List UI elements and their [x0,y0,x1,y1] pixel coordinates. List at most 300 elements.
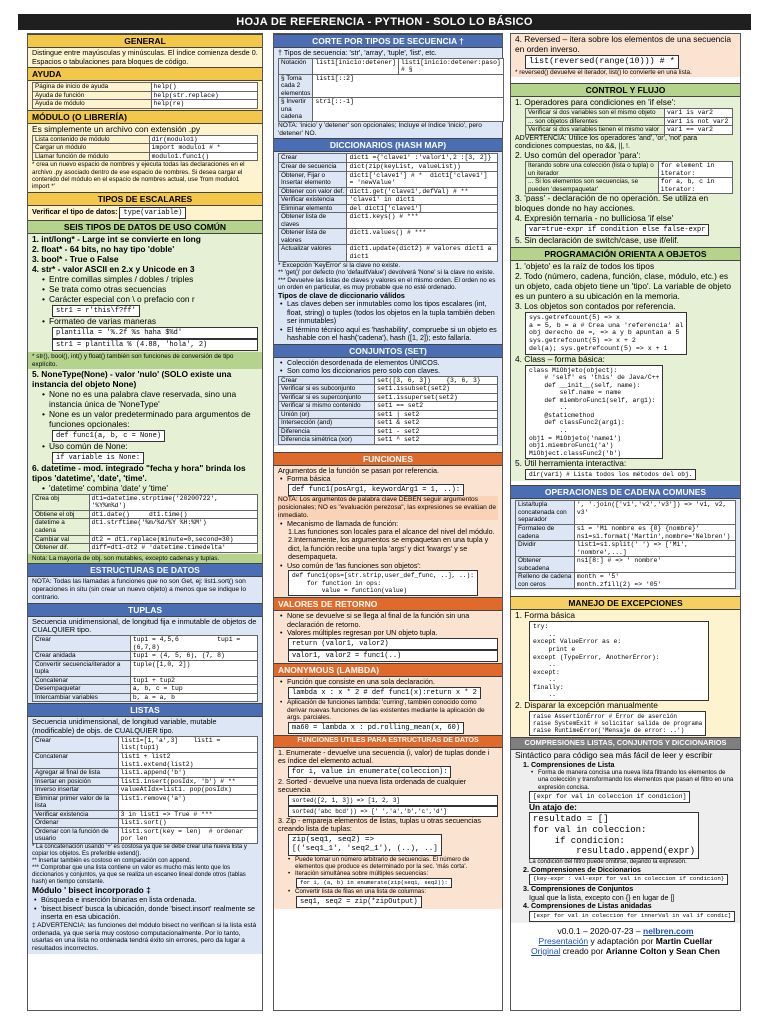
func-mech: 1.Las funciones son locales para el alcance del nivel del módulo. [288,527,495,536]
ayuda-table [32,82,258,109]
author-name: Martin Cuellar [655,935,713,946]
table-label-cell: Obtener con valor def. [279,187,347,196]
table-label-cell: Ayuda de función [33,91,152,100]
table-code-cell: list1[inicio:detener:paso] # § [399,58,504,74]
conj-item: • Colección desordenada de elementos ÚNICOS. [278,359,498,367]
table-label-cell: § Invertir una cadena [279,98,313,122]
format-code: plantilla = '%.2f %s haha $%d' [52,327,258,339]
table-label-cell: Desempaquetar [33,685,131,694]
seis-note: * str(), bool(), int() y float() también son funciones de conversión de tipo explícito. [28,352,262,369]
table-label-cell: ... son objetos diferentes [526,117,665,126]
table-code-cell: set1 == set2 [375,402,498,411]
table-label-cell: Agregar al final de lista [33,769,119,778]
table-row [279,58,504,74]
table-code-cell: ns1[8:] # => ' nombre' [574,557,735,573]
flujo-item: 1. Operadores para condiciones en 'if else': [515,97,676,108]
table-code-cell: set1.issubset(set2) [375,385,498,394]
table-row [526,126,733,135]
table-row [279,74,504,98]
poo-item: 4. Class – forma básica: [515,353,605,364]
poo-item: 1. 'objeto' es la raíz de todos los tipos [515,261,655,272]
table-label-cell: Relleno de cadena con ceros [516,573,575,589]
table-code-cell: var1 == var2 [664,126,732,135]
dic-header: DICCIONARIOS (HASH MAP) [274,138,502,152]
conj-header: CONJUNTOS (SET) [274,344,502,358]
anon-header: ANONYMOUS (LAMBDA) [274,663,502,677]
dir-code: dir(var1) # Lista todos los métodos del obj. [525,469,696,480]
comp-header: COMPRESIONES LISTAS, CONJUNTOS Y DICCIONARIOS [511,737,740,750]
table-code-cell: dt2 = dt1.replace(minute=0,second=30) [89,535,257,544]
table-code-cell: del dict1['clave1'] [347,204,498,213]
table-row [526,178,733,194]
ret-item: • None se devuelve si se llega al final de la función sin una declaración de retorno. [278,612,498,629]
table-label-cell: Llamar función de módulo [33,152,150,161]
ayuda-header: AYUDA [28,67,262,81]
table-label-cell: Lista/tupla concatenada con separador [516,501,575,525]
table-code-cell: a, b, c = tup [130,685,257,694]
table-row [279,402,498,411]
comp-item: 2. Comprensiones de Diccionarios [523,864,641,874]
table-row [33,660,258,676]
table-label-cell: Cambiar val [33,535,90,544]
table-row [33,510,258,519]
table-label-cell: Crear anidada [33,652,131,661]
table-label-cell: Obtener dif. [33,544,90,553]
listas-header: LISTAS [28,703,262,717]
listas-note: *** Comprobar que una lista contiene un valor es mucho más lento que los diccionarios y conjuntos, ya que se realiza un escaneo lineal donde otros (tablas hash) en tiempo constante. [32,865,246,886]
table-label-cell: Obtener subcadena [516,557,575,573]
seis-section [28,234,262,352]
table-code-cell: list1.sort() [118,819,257,828]
poo-item: 3. Los objetos son contados por referencia. [515,300,676,311]
modulo-note: * crea un nuevo espacio de nombres y ejecuta todas las declaraciones en el archivo .py asociado dentro de ese espacio de nombres. Si desea cargar el contenido del módulo en el espacio de nombres actual, use 'from modulo1 import *' [32,161,245,191]
table-row [526,162,733,178]
table-label-cell: Convertir secuencia/iterador a tupla [33,660,131,676]
lambda-code: ma60 = lambda x : pd.rolling_mean(x, 60) [288,722,464,734]
table-label-cell: Concatenar [33,752,119,768]
util-code: for i, value in enumerate(coleccion): [288,766,451,778]
comp-code: {key-expr : val-expr for val in coleccion if condicion} [529,874,728,885]
table-row [516,557,736,573]
table-code-cell: list1.sort(key = len) # ordenar por len [118,827,257,843]
seis-sub: • Se trata como otras secuencias [40,285,258,295]
bisect-item: • Búsqueda e inserción binarias en lista ordenada. [32,896,258,904]
table-code-cell: 3 in list1 => True # *** [118,810,257,819]
table-code-cell: set1 & set2 [375,419,498,428]
table-label-cell: Crear de secuencia [279,162,347,171]
table-code-cell: for a, b, c in iterator: [658,178,732,194]
seis-sub: • 'datetime' combina 'date' y 'time' [40,484,258,494]
table-row [279,376,498,385]
seis-item: 4. str* - valor ASCII en 2.x y Unicode en 3 [32,263,195,274]
site-link[interactable]: nelbren.com [643,925,694,936]
func-header: FUNCIONES [274,452,502,466]
table-row [33,736,258,752]
table-label-cell: § Toma cada 2 elementos [279,74,313,98]
table-label-cell: ... Si los elementos son secuencias, se pueden 'desempaquetar' [526,178,659,194]
footer-text: y adaptación por [588,935,656,946]
table-label-cell: Obtener lista de valores [279,229,347,245]
table-code-cell: 'clave1' in dict1 [347,196,498,205]
table-label-cell: Obtener, Fijar o Insertar elemento [279,171,347,187]
comp-item: 1. Comprensiones de Lista [523,759,615,769]
zip-item: • Iteración simultánea sobre múltiples secuencias: [286,870,498,877]
refcount-code: sys.getrefcount(5) => x a = 5, b = a # Crea una 'referencia' al obj derecho de =, => a y b apuntan a 5 sys.getrefcount(5) => x + 2 del(a); sys.getrefcount(5) => x + 1 [525,312,687,355]
tuplas-table [32,635,258,702]
cad-table [515,500,736,589]
table-row [279,436,498,445]
none-code: def func1(a, b, c = None) [52,430,165,442]
table-label-cell: Unión (or) [279,410,375,419]
table-row [33,676,258,685]
table-code-cell: ', '.join(['v1','v2','v3']) => 'v1, v2, v3' [574,501,735,525]
listas-table [32,736,258,844]
table-code-cell: dict1.get('clave1',defVal) # ** [347,187,498,196]
reversed-text: 4. Reversed – itera sobre los elementos de una secuencia en orden inverso. [515,34,732,54]
flujo-item: 5. Sin declaración de switch/case, use if/elif. [515,235,679,246]
table-row [33,100,258,109]
zip-item: • Convertir lista de filas en una lista de columnas: [286,888,498,895]
format-code: str1 = plantilla % (4.88, 'hola', 2) [52,339,258,351]
table-label-cell: Crea obj [33,494,90,510]
column-3 [510,33,741,1011]
general-text: Distingue entre mayúsculas y minúsculas. El índice comienza desde 0. Espacios o tabulaciones para bloques de código. [28,48,262,67]
table-code-cell: s1 = 'Mi nombre es {0} {nombre}' ns1=s1.format('Martin',nombre='Nelbren') [574,525,735,541]
table-row [279,229,498,245]
seis-item: 6. datetime - mod. integrado "fecha y hora" brinda los tipos 'datetime', 'date', 'time'. [32,463,246,484]
lambda-code: lambda x : x * 2 # def func1(x):return x * 2 [288,687,481,699]
table-label-cell: Lista contenido de módulo [33,135,150,144]
table-row [279,204,498,213]
tipos-header: TIPOS DE ESCALARES [28,192,262,206]
ternary-code: var=true-expr if condition else false-expr [525,224,709,236]
table-label-cell: Concatenar [33,676,131,685]
original-authors: Arianne Colton y Sean Chen [605,945,720,956]
table-code-cell: help(re) [151,100,257,109]
listas-note: ** Insertar también es costoso en comparación con append. [32,858,192,865]
table-code-cell: dict1 ={'clave1' :'valor1',2 :[3, 2]} [347,154,498,163]
table-row [279,98,504,122]
corte-header: CORTE POR TIPOS DE SECUENCIA † [274,34,502,48]
seis-item: 2. float* - 64 bits, no hay tipo 'doble' [32,244,175,255]
reversed-code: list(reversed(range(10))) # * [525,55,679,69]
original-link[interactable]: Original [531,945,561,956]
corte-text: † Tipos de secuencia: 'str', 'array', 'tuple', 'list', etc. [278,48,437,58]
table-label-cell: Diferencia [279,427,375,436]
modulo-header: MÓDULO (O LIBRERÍA) [28,110,262,124]
table-label-cell: Verificar existencia [279,196,347,205]
reversed-note: * reversed() devuelve el iterador, list() lo convierte en una lista. [515,68,692,76]
table-row [279,385,498,394]
bisect-item: • 'bisect.bisect' busca la ubicación, donde 'bisect.insort' realmente se inserta en esa ubicación. [32,905,258,922]
table-label-cell: Cargar un módulo [33,144,150,153]
util-code: sorted('abc bcd')) => [' ','a','b','c','d'] [288,806,498,817]
util-item: 2. Sorted - devuelve una nueva lista ordenada de cualquier secuencia [278,776,467,795]
util-code: sorted([2, 1, 3]) => [1, 2, 3] [288,795,498,806]
table-label-cell: Insertar en posición [33,777,119,786]
dic-note: *** Devuelve las listas de claves y valores en el mismo orden. El orden no es un orden en particular, es muy probable que no esté ordenado. [278,276,496,292]
table-code-cell: set1 ^ set2 [375,436,498,445]
general-header: GENERAL [28,34,262,48]
func-item: • Uso común de 'las funciones son objetos': [278,562,498,570]
table-row [33,652,258,661]
table-code-cell: dir(modulo1) [149,135,257,144]
table-row [33,693,258,702]
table-code-cell: dt1.strftime('%m/%d/%Y %H:%M') [89,519,257,535]
dic-keys-header: Tipos de clave de diccionario válidos [278,290,405,300]
table-code-cell: month = '5' month.zfill(2) => '05' [574,573,735,589]
modulo-text: Es simplemente un archivo con extensión .py [32,123,201,134]
anon-item: • Aplicación de funciones lambda: 'curring', también conocido como derivar nuevas funciones de las existentes mediante la aplicación de args. parciales. [278,699,498,722]
for-table [525,161,733,194]
table-label-cell: datetime a cadena [33,519,90,535]
func-item: • Mecanismo de llamada de función: [278,520,498,528]
exc-item: 1. Forma básica [515,610,576,621]
try-code: try: .. except ValueError as e: print e except (TypeError, AnotherError): .. except: .. finally: .. [529,621,709,700]
flujo-item: 2. Uso común del operador 'para': [515,150,641,161]
comp-sub: • Forma de manera concisa una nueva lista filtrando los elementos de una colección y transformando los elementos que pasan el filtro en una expresión concisa. [529,769,736,791]
comp-code: resultado = [] for val in coleccion: if condicion: resultado.append(expr) [529,812,699,858]
listas-text: Secuencia unidimensional, de longitud variable, mutable (modificable) de objs. de CUALQUIER tipo. [32,717,217,736]
seis-item: 3. bool* - True o False [32,253,119,264]
comp-note: La condición del filtro puede omitirse, dejando la expresión. [529,858,687,865]
table-label-cell: Inverso insertar [33,786,119,795]
seis-sub: • Carácter especial con \ o prefacio con r [40,295,258,305]
conj-table [278,376,498,445]
listas-note: * La concatenación usando '+' es costosa ya que se debe crear una nueva lista y copiar los objetos. Es preferible extend(). [32,843,247,858]
table-row [516,573,736,589]
comp-item: 4. Comprensiones de Listas anidadas [523,901,652,911]
table-row [33,752,258,768]
table-label-cell: Verificar si dos variables tienen el mismo valor [526,126,665,135]
raise-code: raise AssertionError # Error de aserción raise SystemExit # solicitar salida de programa raise RuntimeError('Mensaje de error: ..') [529,711,706,736]
dic-table [278,153,498,261]
table-row [516,525,736,541]
footer-text: creado por [560,945,606,956]
table-label-cell: Eliminar primer valor de la lista [33,794,119,810]
table-code-cell: set1 - set2 [375,427,498,436]
table-code-cell: var1 is not var2 [664,117,732,126]
presentation-link[interactable]: Presentación [538,935,589,946]
table-label-cell: Verificar si es superconjunto [279,393,375,402]
func-note: NOTA: Los argumentos de palabra clave DEBEN seguir argumentos posicionales; NO es "evaluación perezosa", las expresiones se evalúan de inmediato. [278,496,497,519]
seis-sub: • None es un valor predeterminado para argumentos de funciones opcionales: [40,410,258,430]
func-mech: 2.Internamente, los argumentos se empaquetan en una tupla y dict, la función recibe una tupla 'args' y dict 'kwargs' y se desempaqueta. [288,535,489,562]
table-code-cell: list1=[1,'a',3] list1 = list(tup1) [118,736,257,752]
table-row [279,187,498,196]
comp-item: 3. Comprensiones de Conjuntos [523,884,634,894]
table-code-cell: set1 | set2 [375,410,498,419]
footer [511,923,740,959]
comp-text: Sintáctico para código sea más fácil de leer y escribir [515,749,713,760]
table-code-cell: list1.append('b') [118,769,257,778]
table-code-cell: tup1 + tup2 [130,676,257,685]
cad-header: OPERACIONES DE CADENA COMUNES [511,485,740,499]
table-code-cell: dt1=datetime.strptime('20200722', '%Y%m%d') [89,494,257,510]
comp-code: [expr for val in coleccion if condicion] [529,791,690,803]
table-code-cell: import modulo1 # * [149,144,257,153]
table-row [33,636,258,652]
class-code: class MiObjeto(object): # 'self' es 'this' de Java/C++ def __init__(self, name): self.name = name def miembroFunc1(self, arg1): .. @staticmethod def classFunc2(arg1): .. obj1 = MiObjeto('name1') obj1.miembroFunc1('a') MiObject.classFunc2('b') [525,365,663,460]
func-code: def func1(posArg1, keywordArg1 = 1, ..): [288,484,464,496]
table-label-cell: Ayuda de módulo [33,100,152,109]
flujo-item: 3. 'pass' - declaración de no operación. Se utiliza en bloques donde no hay acciones. [515,193,709,214]
table-row [33,827,258,843]
table-row [279,427,498,436]
table-code-cell: modulo1.func1() [149,152,257,161]
tipos-code: type(variable) [119,207,186,219]
table-row [33,786,258,795]
flujo-warning: ADVERTENCIA: Utilice los operadores 'and', 'or', 'not' para condiciones compuestas, no &&, ||, !. [515,134,698,151]
table-row [33,777,258,786]
table-label-cell: Intersección (and) [279,419,375,428]
datetime-table [32,494,258,553]
exc-header: MANEJO DE EXCEPCIONES [511,596,740,610]
seis-sub: • None no es una palabra clave reservada, sino una instancia única de 'NoneType' [40,390,258,410]
table-label-cell: Diferencia simétrica (xor) [279,436,375,445]
table-label-cell: Página de inicio de ayuda [33,83,152,92]
table-row [33,769,258,778]
table-label-cell: Obtiene el obj [33,510,90,519]
table-code-cell: dict1.update(dict2) # valores dict1 a dict1 [347,245,498,261]
column-1 [27,33,263,1011]
table-label-cell: Verificar existencia [33,810,119,819]
table-row [279,171,498,187]
table-code-cell: list1 + list2 list1.extend(list2) [118,752,257,768]
table-code-cell: set([3, 6, 3]) {3, 6, 3} [375,376,498,385]
table-row [279,196,498,205]
table-row [279,419,498,428]
str-raw-code: str1 = r'this\f?ff' [52,305,140,317]
table-code-cell: var1 is var2 [664,109,732,118]
seis-item: 5. NoneType(None) - valor 'nulo' (SOLO existe una instancia del objeto None) [32,369,232,390]
column-2 [273,33,503,1011]
zip-code: seq1, seq2 = zip(*zipOutput) [296,896,422,908]
table-code-cell: tup1 = (4, 5, 6), (7, 8) [130,652,257,661]
func-obj-code: def func1(ops=[str.strip,user_def_func, ..], ..): for function in ops: value = function(value) [288,570,478,596]
estr-header: ESTRUCTURAS DE DATOS [28,563,262,577]
corte-note: NOTA: 'inicio' y 'detener' son opcionales; Incluye el índice 'inicio', pero 'detener' NO. [278,121,482,137]
table-row [33,91,258,100]
table-row [33,794,258,810]
table-label-cell: Verificar si dos variables son el mismo objeto [526,109,665,118]
table-row [526,109,733,118]
seis-sub: • Uso común de None: [40,442,258,452]
bisect-warning: ‡ ADVERTENCIA: las funciones del módulo bisect no verifican si la lista está ordenada, ya que sería muy costoso computacionalmente. Por lo tanto, usarlas en una lista no ordenada tendrá éxito sin errores, pero da lugar a resultados incorrectos. [32,921,257,953]
table-label-cell: Verificar si mismo contenido [279,402,375,411]
table-row [279,410,498,419]
table-label-cell: Eliminar elemento [279,204,347,213]
poo-header: PROGRAMACIÓN ORIENTA A OBJETOS [511,247,740,261]
exc-item: 2. Disparar la excepción manualmente [515,699,658,710]
table-row [33,535,258,544]
zip-code: zip(seq1, seq2) => [('seq1_1', 'seq2_1'), (..), ..] [288,834,442,856]
comp-sub: Igual que la lista, excepto con {} en lugar de [] [529,892,675,902]
table-label-cell: Verificar si es subconjunto [279,385,375,394]
comp-shortcut: Un atajo de: [529,801,577,812]
flujo-table [525,108,733,135]
table-row [33,519,258,535]
dic-note: * Excepción 'KeyError' si la clave no existe. [278,261,401,269]
none-code: if variable is None: [52,452,144,464]
table-row [279,393,498,402]
table-label-cell: Ordenar con la función de usuario [33,827,119,843]
ret-code: valor1, valor2 = func1(..) [288,650,498,662]
table-row [279,245,498,261]
table-label-cell: Ordenar [33,819,119,828]
table-code-cell: str1[::-1] [313,98,503,122]
table-code-cell: set1.issuperset(set2) [375,393,498,402]
table-code-cell: dict(zip(keyList, valueList)) [347,162,498,171]
func-item: • Forma básica [278,475,498,483]
util-header: FUNCIONES UTILES PARA ESTRUCTURAS DE DATOS [274,735,502,747]
modulo-table [32,135,258,162]
table-code-cell: for element in iterator: [658,162,732,178]
table-label-cell: Actualizar valores [279,245,347,261]
dic-note: ** 'get()' por defecto (no 'defaultValue') devolverá 'None' si la clave no existe. [278,269,495,277]
zip-item: • Puede tomar un número arbitrario de secuencias. El número de elementos que produce es determinado por la sec. 'más corta'. [286,856,498,871]
table-code-cell: dt1.date() dt1.time() [89,510,257,519]
table-label-cell: Formateo de cadena [516,525,575,541]
table-code-cell: dict1.keys() # *** [347,213,498,229]
table-row [279,162,498,171]
table-label-cell: Obtener lista de claves [279,213,347,229]
table-code-cell: help() [151,83,257,92]
table-code-cell: list1[::2] [313,74,503,98]
table-row [33,685,258,694]
poo-item: 2. Todo (número, cadena, función, clase, módulo, etc.) es un objeto, cada objeto tiene un 'tipo'. La variable de objeto es un puntero a su ubicación en la memoria. [515,271,731,302]
util-item: 3. Zip - empareja elementos de listas, tuplas u otras secuencias creando lista de tuplas: [278,815,481,834]
table-row [279,154,498,163]
conj-item: • Son como los diccionarios pero solo con claves. [278,367,498,375]
comp-code: [expr for val in coleccion for innerVal in val if condic] [529,911,735,922]
table-label-cell: Crear [33,736,119,752]
table-code-cell: list1.insert(posIdx, 'b') # ** [118,777,257,786]
table-label-cell: Iterando sobre una colección (lista o tupla) o un iterador [526,162,659,178]
bisect-header: Módulo ' bisect incorporado ‡ [32,885,151,896]
table-label-cell: Dividir [516,541,575,557]
table-code-cell: valueAtIdx=list1. pop(posIdx) [118,786,257,795]
table-code-cell: tuple([1,0, 2]) [130,660,257,676]
table-code-cell: help(str.replace) [151,91,257,100]
func-text: Argumentos de la función se pasan por referencia. [278,466,440,475]
tuplas-text: Secuencia unidimensional, de longitud fija e inmutable de objetos de CUALQUIER tipo. [32,616,257,635]
table-label-cell: Crear [279,154,347,163]
table-code-cell: diff=dt1-dt2 # 'datetime.timedelta' [89,544,257,553]
table-row [516,541,736,557]
table-row [33,135,258,144]
seis-header: SEIS TIPOS DE DATOS DE USO COMÚN [28,220,262,234]
version: v0.0.1 – 2020-07-23 – [557,925,643,936]
table-label-cell: Crear [279,376,375,385]
page-title: HOJA DE REFERENCIA - PYTHON - SOLO LO BÁSICO [18,14,751,30]
seis-item: 1. int/long* - Large int se convierte en long [32,234,201,245]
zip-code: for i, (a, b) in enumerate(zip(seq1, seq2)): [296,878,452,889]
table-row [33,810,258,819]
table-row [33,144,258,153]
table-row [526,117,733,126]
seis-sub: • Formateo de varias maneras [40,317,258,327]
corte-table [278,58,504,122]
table-row [279,213,498,229]
flujo-item: 4. Expresión ternaria - no bulliciosa 'if else' [515,213,674,224]
table-row [516,501,736,525]
table-row [33,152,258,161]
table-code-cell: tup1 = 4,5,6 tup1 = (6,7,8) [130,636,257,652]
table-code-cell: list1[inicio:detener] [313,58,399,74]
table-label-cell: Intercambiar variables [33,693,131,702]
ret-code: return (valor1, valor2) [288,638,498,650]
